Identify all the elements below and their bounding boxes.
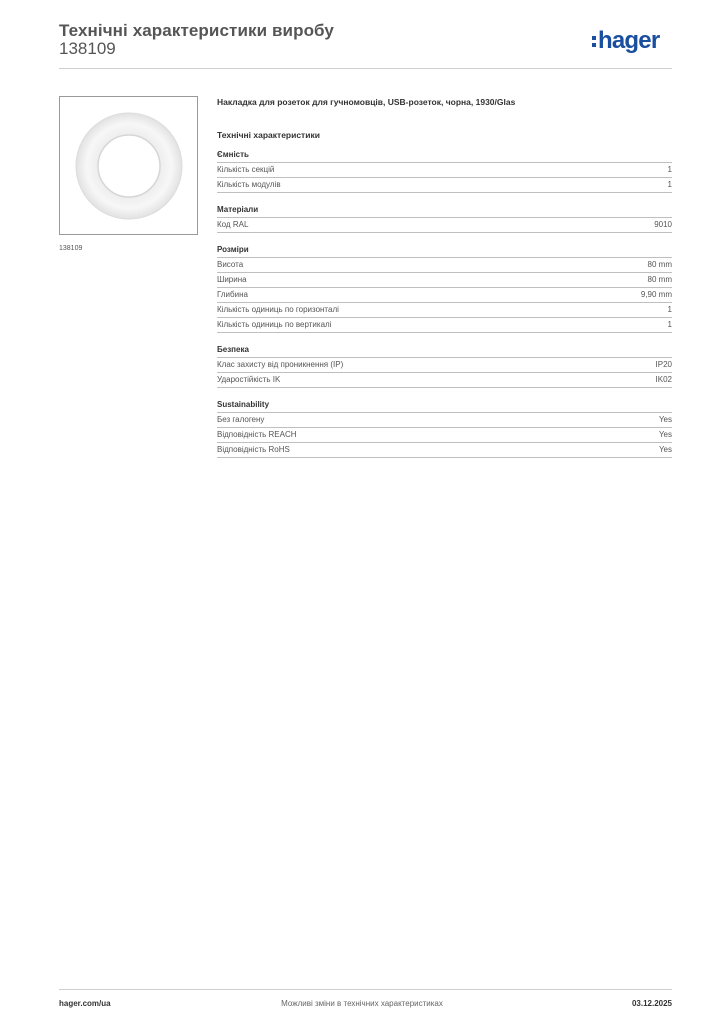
spec-label: Кількість модулів (217, 180, 281, 189)
spec-row (217, 273, 672, 288)
spec-label: Відповідність REACH (217, 430, 297, 439)
spec-label: Висота (217, 260, 244, 269)
spec-label: Код RAL (217, 220, 249, 229)
spec-row (217, 428, 672, 443)
spec-label: Клас захисту від проникнення (IP) (217, 360, 344, 369)
spec-label: Кількість секцій (217, 165, 275, 174)
spec-value: 80 mm (647, 275, 672, 284)
spec-value: Yes (658, 445, 672, 454)
product-title: Накладка для розеток для гучномовців, USB-розеток, чорна, 1930/Glas (217, 97, 516, 107)
logo-colon-icon (592, 36, 596, 47)
spec-value: 1 (667, 320, 672, 329)
spec-value: 9010 (654, 220, 672, 229)
spec-group (217, 243, 672, 333)
spec-group (217, 148, 672, 193)
spec-value: Yes (658, 430, 672, 439)
group-title: Ємність (217, 148, 672, 163)
footer-website: hager.com/ua (59, 999, 111, 1008)
footer-date: 03.12.2025 (631, 999, 672, 1008)
spec-label: Без галогену (217, 415, 265, 424)
spec-row (217, 288, 672, 303)
spec-value: 1 (667, 180, 672, 189)
spec-group (217, 398, 672, 458)
product-image (59, 96, 198, 235)
spec-group (217, 343, 672, 388)
section-heading: Технічні характеристики (217, 130, 320, 140)
spec-label: Кількість одиниць по горизонталі (217, 305, 339, 314)
spec-row (217, 303, 672, 318)
group-title: Sustainability (217, 398, 672, 413)
spec-group (217, 203, 672, 233)
spec-value: IK02 (655, 375, 672, 384)
header-divider (59, 68, 672, 69)
spec-label: Кількість одиниць по вертикалі (217, 320, 332, 329)
spec-value: 9,90 mm (640, 290, 672, 299)
group-title: Безпека (217, 343, 672, 358)
spec-content (217, 96, 672, 458)
spec-row (217, 163, 672, 178)
spec-row (217, 258, 672, 273)
spec-row (217, 413, 672, 428)
spec-row (217, 373, 672, 388)
spec-value: IP20 (655, 360, 672, 369)
spec-label: Глибина (217, 290, 248, 299)
spec-value: 1 (667, 305, 672, 314)
spec-value: Yes (658, 415, 672, 424)
page-title: Технічні характеристики виробу (59, 21, 334, 40)
spec-label: Ширина (217, 275, 247, 284)
hager-logo (592, 26, 659, 56)
footer-note: Можливі зміни в технічних характеристиках (281, 999, 443, 1008)
spec-label: Відповідність RoHS (217, 445, 290, 454)
spec-label: Ударостійкість IK (217, 375, 281, 384)
footer-divider (59, 989, 672, 990)
group-title: Розміри (217, 243, 672, 258)
logo-wordmark: hager (598, 27, 660, 54)
spec-row (217, 443, 672, 458)
spec-value: 1 (667, 165, 672, 174)
spec-row (217, 358, 672, 373)
spec-value: 80 mm (647, 260, 672, 269)
spec-row (217, 318, 672, 333)
cover-plate-ring-icon (74, 111, 184, 221)
spec-row (217, 218, 672, 233)
image-caption: 138109 (59, 245, 83, 252)
spec-row (217, 178, 672, 193)
spec-groups (217, 148, 672, 458)
product-code: 138109 (59, 39, 116, 58)
group-title: Матеріали (217, 203, 672, 218)
